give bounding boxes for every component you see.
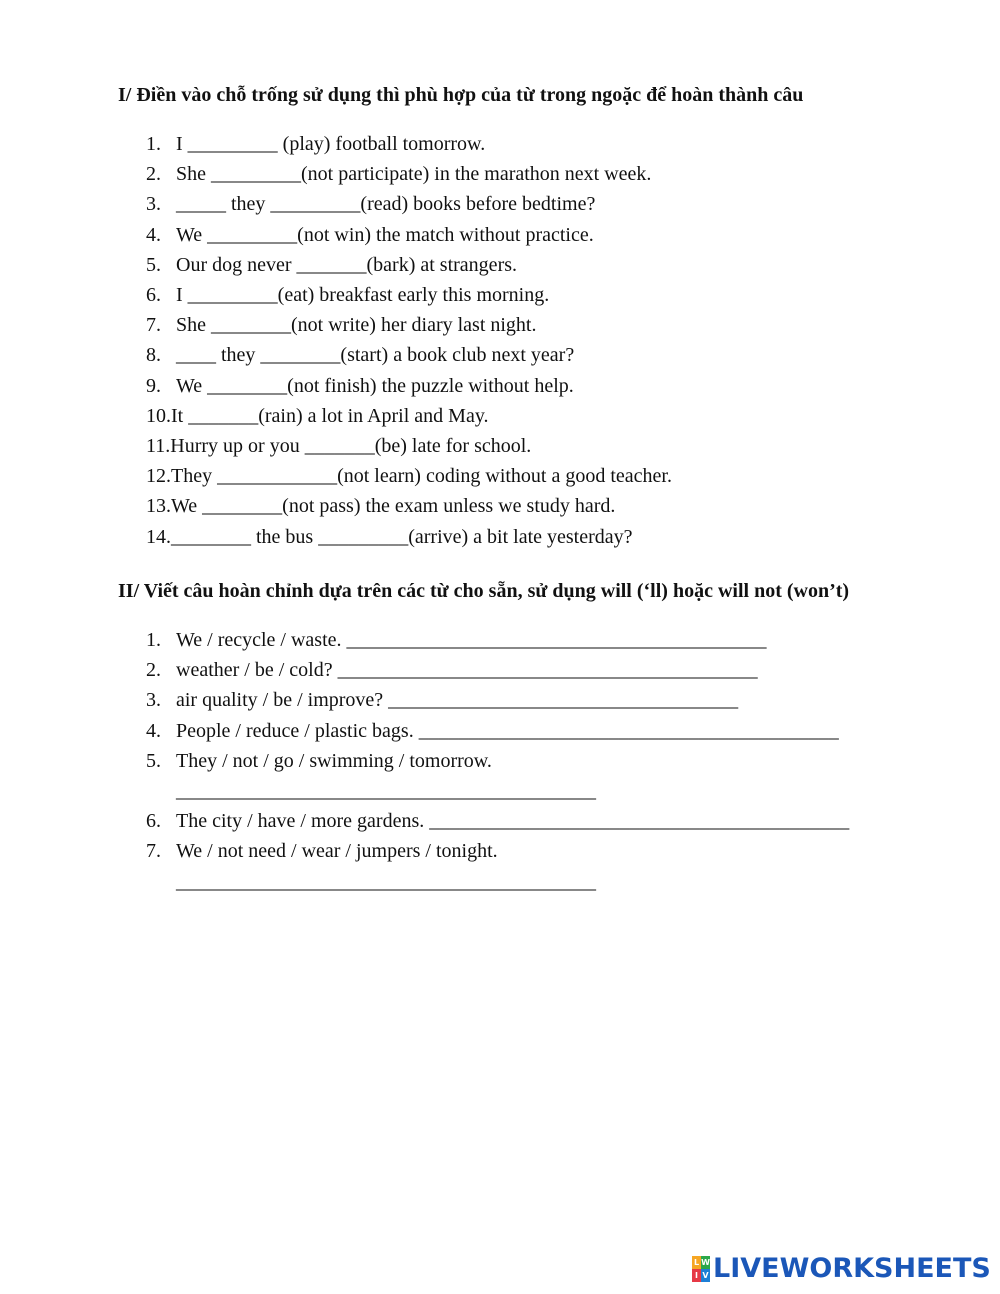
item-number: 14.: [146, 525, 171, 548]
logo-mark-icon: [692, 1256, 710, 1282]
item-number: 4.: [146, 223, 161, 246]
item-number: 5.: [146, 749, 161, 772]
list-item: [146, 685, 849, 715]
list-item: [146, 655, 849, 685]
item-text: We ________(not pass) the exam unless we study hard.: [171, 495, 616, 518]
list-item: [146, 431, 672, 461]
list-item: [146, 159, 672, 189]
list-item: [146, 625, 849, 655]
list-item: [146, 746, 849, 776]
list-item: [146, 189, 672, 219]
item-text: I _________(eat) breakfast early this morning.: [176, 284, 550, 307]
answer-line-row: [146, 776, 849, 806]
list-item: [146, 340, 672, 370]
item-text: We _________(not win) the match without practice.: [176, 223, 594, 246]
item-text: The city / have / more gardens. __________________________________________: [176, 810, 850, 833]
list-item: [146, 401, 672, 431]
item-number: 6.: [146, 810, 161, 833]
logo-tile: V: [702, 1271, 709, 1280]
section-1-list: [146, 129, 672, 552]
list-item: [146, 716, 849, 746]
list-item: [146, 129, 672, 159]
item-number: 6.: [146, 284, 161, 307]
answer-line: __________________________________________: [176, 870, 596, 893]
item-number: 9.: [146, 374, 161, 397]
item-text: Hurry up or you _______(be) late for school.: [170, 435, 532, 458]
item-number: 10.: [146, 404, 171, 427]
item-number: 8.: [146, 344, 161, 367]
answer-line-row: [146, 867, 849, 897]
list-item: [146, 371, 672, 401]
item-text: It _______(rain) a lot in April and May.: [171, 404, 489, 427]
list-item: [146, 491, 672, 521]
item-text: air quality / be / improve? ___________________________________: [176, 689, 739, 712]
item-number: 2.: [146, 163, 161, 186]
item-text: She _________(not participate) in the marathon next week.: [176, 163, 652, 186]
list-item: [146, 220, 672, 250]
item-number: 12.: [146, 465, 171, 488]
item-text: They / not / go / swimming / tomorrow.: [176, 749, 492, 772]
item-text: _____ they _________(read) books before bedtime?: [176, 193, 596, 216]
item-text: I _________ (play) football tomorrow.: [176, 133, 486, 155]
item-text: They ____________(not learn) coding without a good teacher.: [171, 465, 672, 488]
item-number: 7.: [146, 314, 161, 337]
logo-text: LIVEWORKSHEETS: [713, 1253, 991, 1284]
item-text: ________ the bus _________(arrive) a bit late yesterday?: [171, 525, 633, 548]
item-text: We / not need / wear / jumpers / tonight.: [176, 840, 498, 863]
list-item: [146, 280, 672, 310]
logo-tile: L: [693, 1258, 700, 1267]
liveworksheets-logo: [692, 1254, 991, 1284]
list-item: [146, 836, 849, 866]
item-text: People / reduce / plastic bags. __________________________________________: [176, 719, 839, 742]
section-2-list: [146, 625, 849, 897]
item-text: weather / be / cold? __________________________________________: [176, 659, 758, 682]
section-1-heading: I/ Điền vào chỗ trống sử dụng thì phù hợp của từ trong ngoặc để hoàn thành câu: [118, 84, 804, 106]
item-text: We / recycle / waste. __________________________________________: [176, 629, 767, 651]
item-text: Our dog never _______(bark) at strangers.: [176, 253, 518, 276]
logo-tile: W: [701, 1258, 710, 1267]
item-number: 2.: [146, 659, 161, 682]
item-number: 11.: [146, 435, 171, 458]
list-item: [146, 522, 672, 552]
list-item: [146, 250, 672, 280]
list-item: [146, 806, 849, 836]
list-item: [146, 310, 672, 340]
item-text: ____ they ________(start) a book club next year?: [176, 344, 575, 367]
item-number: 13.: [146, 495, 171, 518]
item-number: 5.: [146, 253, 161, 276]
section-2-heading: II/ Viết câu hoàn chỉnh dựa trên các từ cho sẵn, sử dụng will (‘ll) hoặc will not (won’t): [118, 580, 850, 602]
list-item: [146, 461, 672, 491]
item-number: 1.: [146, 629, 161, 651]
item-number: 1.: [146, 133, 161, 155]
item-text: She ________(not write) her diary last night.: [176, 314, 537, 337]
item-number: 3.: [146, 689, 161, 712]
item-text: We ________(not finish) the puzzle without help.: [176, 374, 574, 397]
item-number: 4.: [146, 719, 161, 742]
item-number: 3.: [146, 193, 161, 216]
logo-tile: I: [692, 1269, 701, 1282]
item-number: 7.: [146, 840, 161, 863]
answer-line: __________________________________________: [176, 780, 596, 803]
